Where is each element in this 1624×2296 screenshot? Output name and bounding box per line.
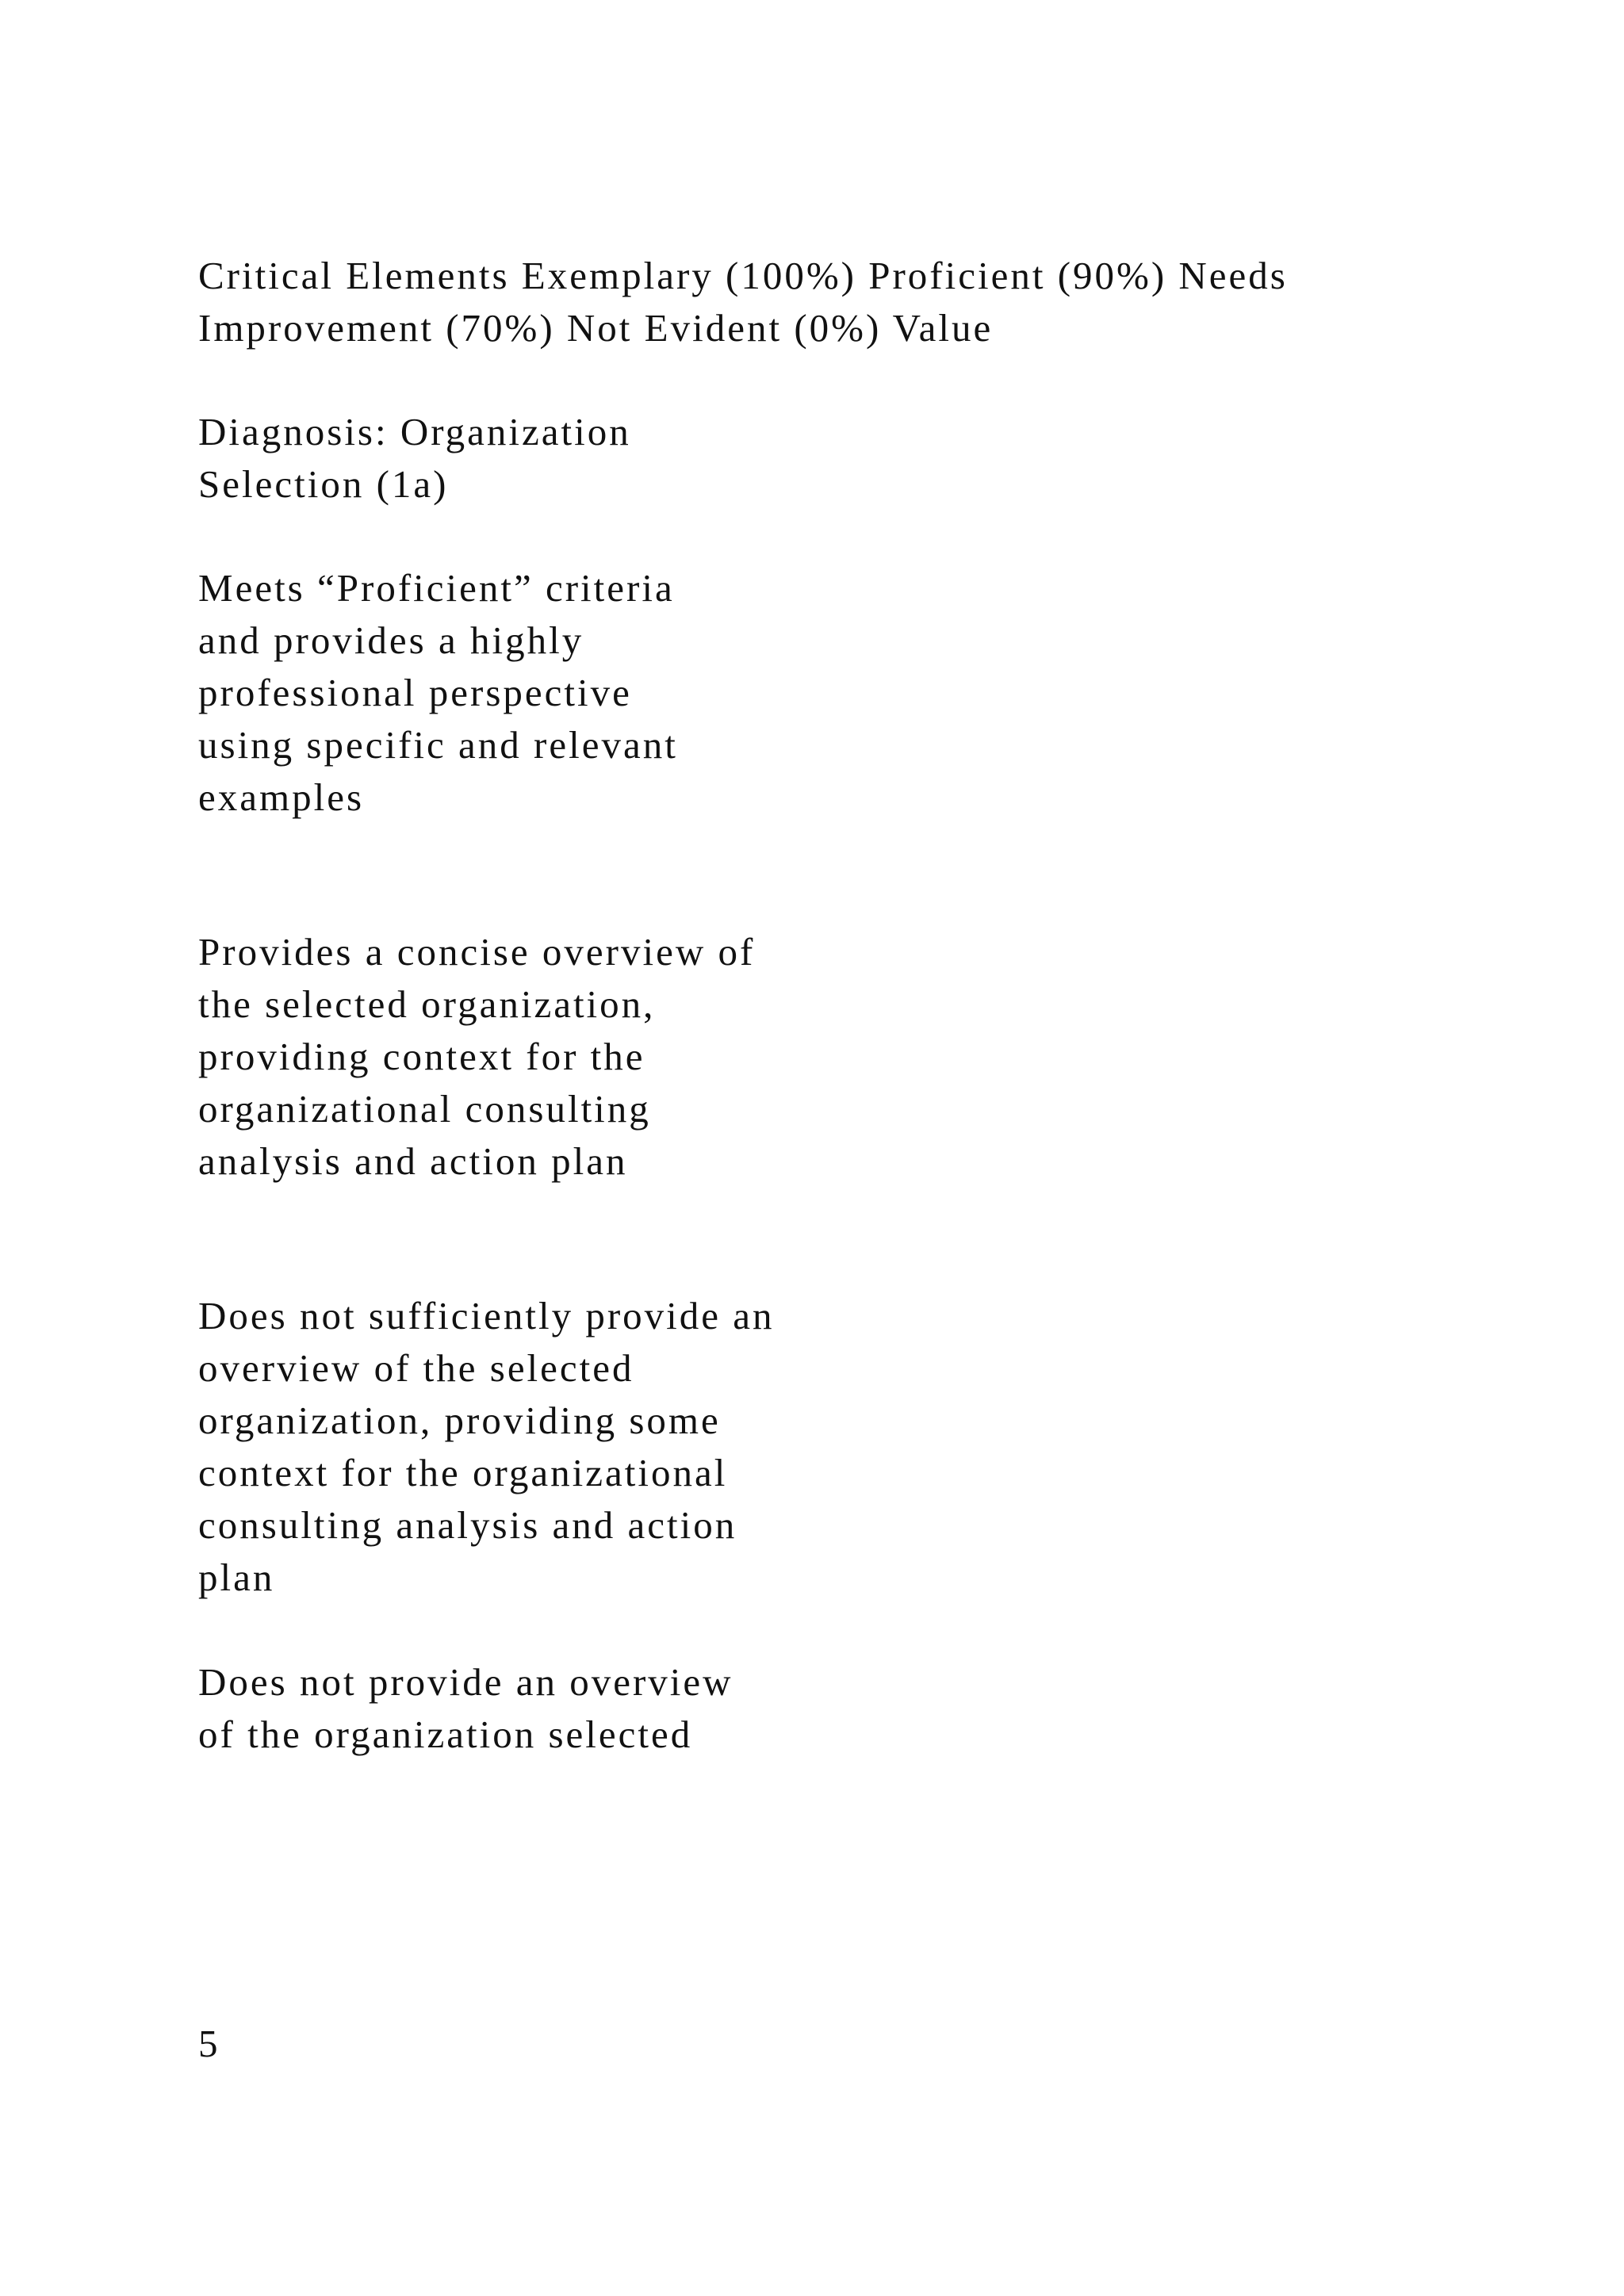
needs-improvement-description: Does not sufficiently provide an overview of the selected organization, providing some context for the organizational consulting analysis and action plan [198, 1294, 775, 1599]
page-number: 5 [198, 2022, 218, 2065]
exemplary-description: Meets “Proficient” criteria and provides a highly professional perspective using specific and relevant examples [198, 566, 678, 819]
proficient-description: Provides a concise overview of the selected organization, providing context for the organizational consulting analysis and action plan [198, 930, 756, 1183]
not-evident-description: Does not provide an overview of the organization selected [198, 1660, 733, 1756]
rubric-header-text: Critical Elements Exemplary (100%) Proficient (90%) Needs Improvement (70%) Not Evident (0%) Value [198, 254, 1288, 350]
criterion-name: Diagnosis: Organization Selection (1a) [198, 410, 631, 506]
